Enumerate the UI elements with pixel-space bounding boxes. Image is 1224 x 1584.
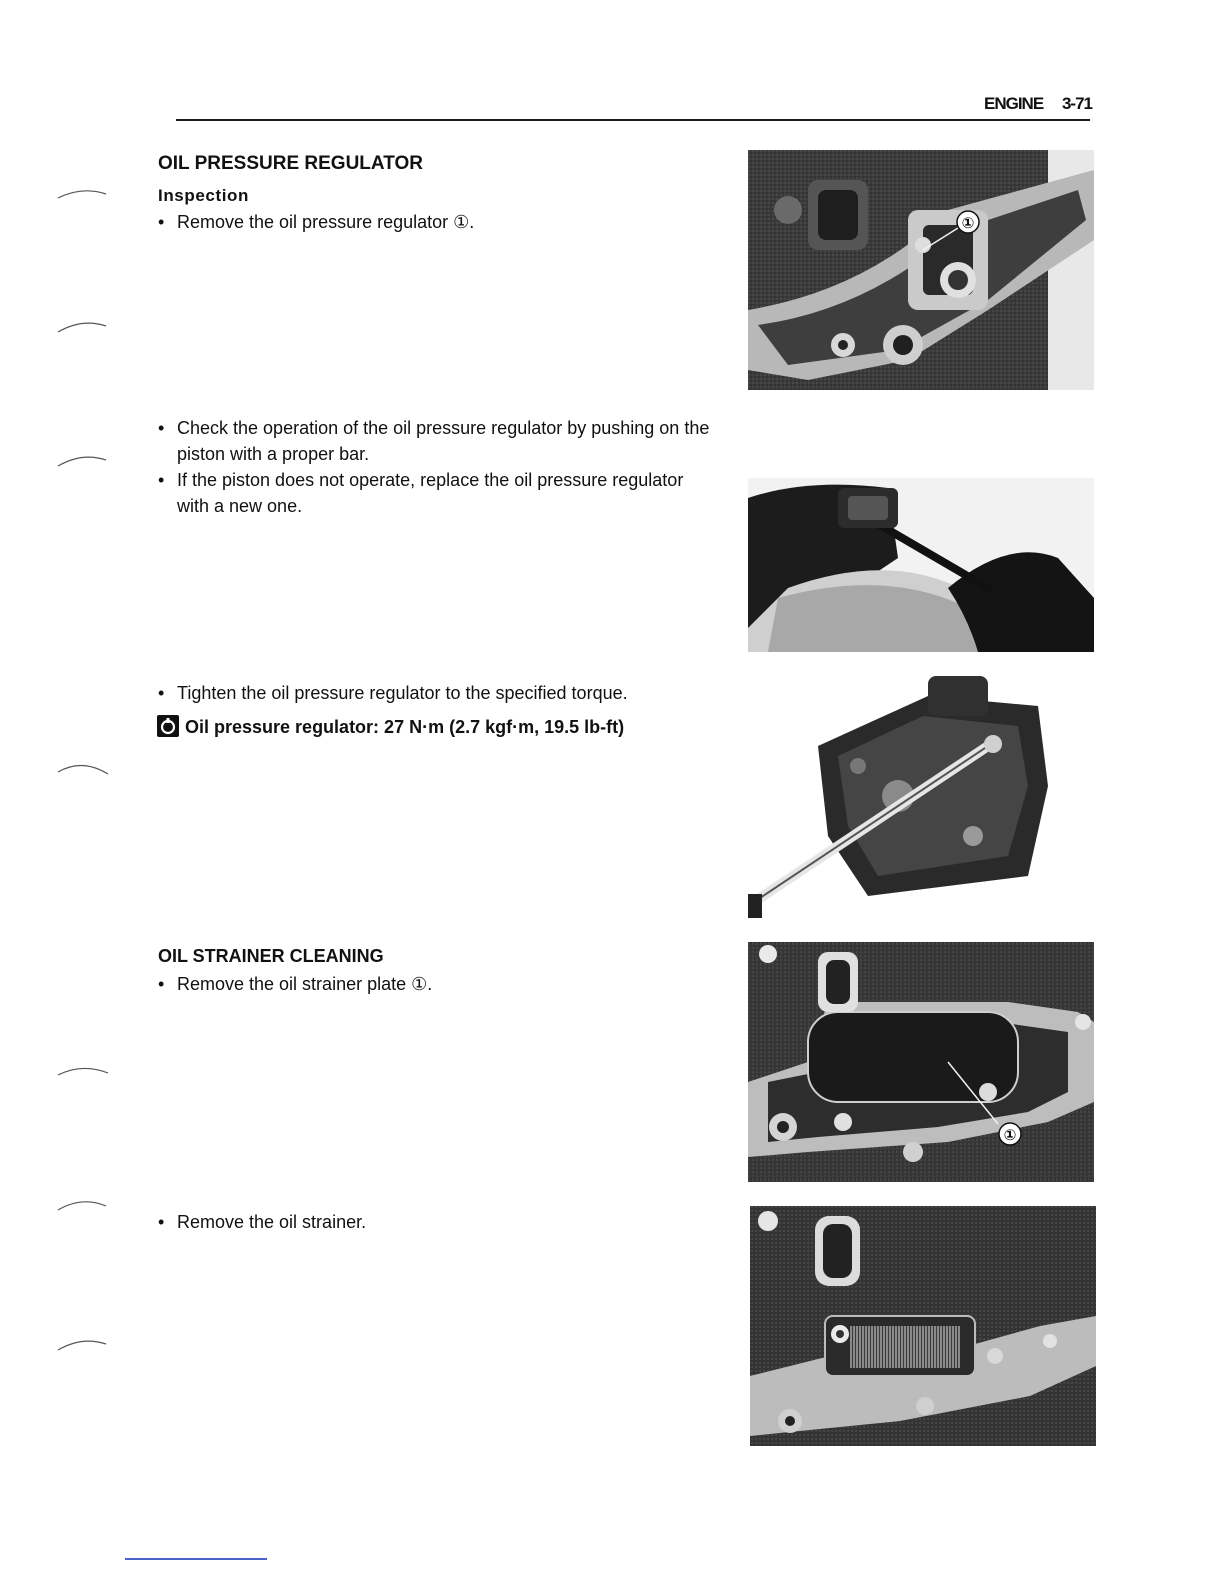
margin-mark <box>52 186 112 202</box>
bullet: • <box>158 974 165 994</box>
photo-piston-check <box>748 478 1094 652</box>
section-name: ENGINE <box>984 94 1044 113</box>
step-text: Remove the oil pressure regulator ①. <box>177 212 475 232</box>
photo-torque-tighten <box>748 676 1094 918</box>
callout-label: ① <box>1003 1126 1017 1144</box>
bullet: • <box>158 470 165 490</box>
page-number: 3-71 <box>1061 94 1092 113</box>
step-item <box>158 971 728 997</box>
section-title-regulator: OIL PRESSURE REGULATOR <box>158 153 423 174</box>
bullet: • <box>158 212 165 232</box>
margin-mark <box>52 318 112 334</box>
margin-mark <box>52 760 112 776</box>
bullet: • <box>158 683 165 703</box>
subsection-title-inspection: Inspection <box>158 186 250 205</box>
photo-regulator-location <box>748 150 1094 390</box>
margin-mark <box>52 1196 112 1212</box>
page-header <box>980 94 1092 118</box>
step-text: Check the operation of the oil pressure regulator by pushing on the piston with a proper bar. <box>177 418 710 464</box>
step-text: Tighten the oil pressure regulator to the specified torque. <box>177 683 628 703</box>
step-item <box>158 467 718 519</box>
step-item <box>158 415 718 467</box>
step-item <box>158 209 728 235</box>
step-text: If the piston does not operate, replace the oil pressure regulator with a new one. <box>177 470 684 516</box>
step-text: Remove the oil strainer plate ①. <box>177 974 433 994</box>
photo-strainer-plate <box>748 942 1094 1182</box>
footer-line <box>125 1558 267 1560</box>
margin-mark <box>52 452 112 468</box>
step-item <box>158 680 728 706</box>
bullet: • <box>158 1212 165 1232</box>
section-title-strainer: OIL STRAINER CLEANING <box>158 946 384 966</box>
step-item <box>158 1209 728 1235</box>
torque-wrench-icon <box>157 715 179 737</box>
margin-mark <box>52 1063 112 1079</box>
step-text: Remove the oil strainer. <box>177 1212 367 1232</box>
margin-mark <box>52 1336 112 1352</box>
torque-spec-text: Oil pressure regulator: 27 N·m (2.7 kgf·m, 19.5 lb-ft) <box>185 717 625 737</box>
photo-oil-strainer <box>750 1206 1096 1446</box>
header-rule <box>176 119 1090 121</box>
bullet: • <box>158 418 165 438</box>
callout-label: ① <box>961 214 975 232</box>
torque-spec <box>157 714 624 740</box>
